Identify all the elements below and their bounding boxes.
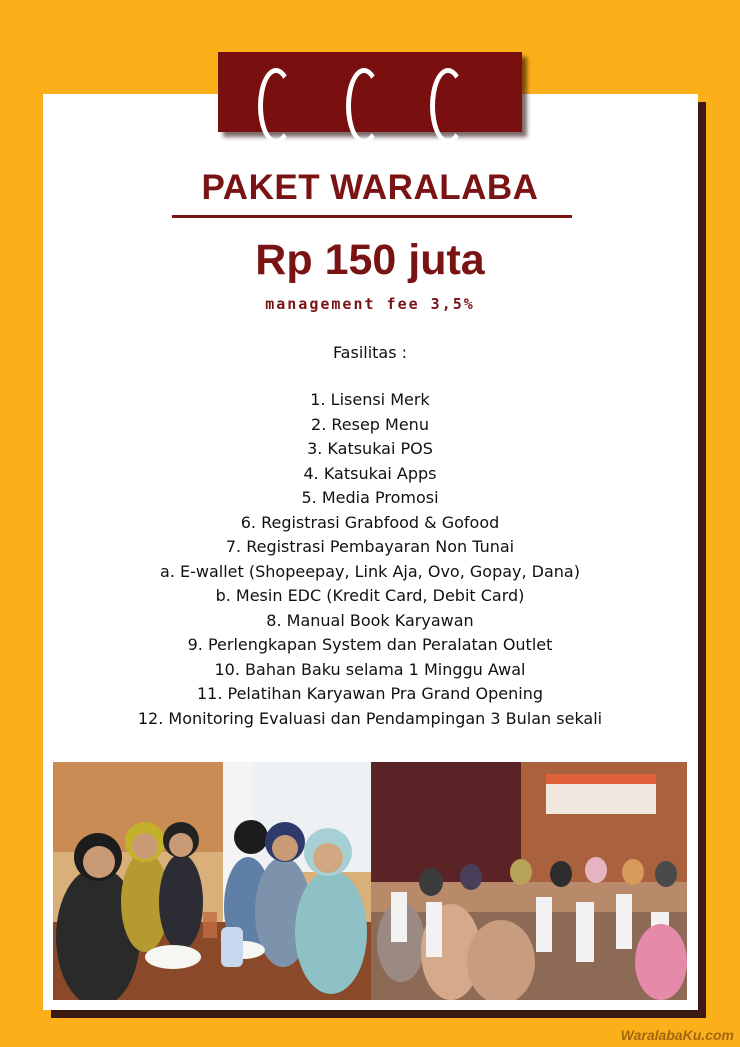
list-item: 12. Monitoring Evaluasi dan Pendampingan 3 Bulan sekali (137, 708, 603, 728)
training-photo (371, 762, 687, 1000)
list-item: 4. Katsukai Apps (303, 463, 437, 483)
list-item: 11. Pelatihan Karyawan Pra Grand Opening (196, 684, 544, 703)
list-item: 6. Registrasi Grabfood & Gofood (240, 512, 500, 532)
list-item: 2. Resep Menu (311, 414, 429, 434)
page-title: PAKET WARALABA (201, 168, 539, 207)
list-item: 7. Registrasi Pembayaran Non Tunai (225, 537, 515, 556)
list-item: 10. Bahan Baku selama 1 Minggu Awal (214, 659, 526, 679)
price: Rp 150 juta (255, 236, 485, 284)
list-item: 5. Media Promosi (301, 488, 439, 507)
binder-tab (218, 52, 522, 132)
facilities-list (60, 388, 680, 731)
list-item: b. Mesin EDC (Kredit Card, Debit Card) (215, 586, 525, 605)
binder-ring-icon (346, 68, 382, 144)
binder-ring-icon (258, 68, 294, 144)
restaurant-photo (53, 762, 371, 1000)
list-item: 8. Manual Book Karyawan (266, 610, 474, 630)
list-item: 1. Lisensi Merk (310, 390, 430, 409)
facilities-label: Fasilitas : (332, 343, 408, 362)
list-item: a. E-wallet (Shopeepay, Link Aja, Ovo, Gopay, Dana) (160, 561, 580, 581)
list-item: 9. Perlengkapan System dan Peralatan Outlet (187, 635, 553, 654)
list-item: 3. Katsukai POS (307, 439, 433, 458)
binder-ring-icon (430, 68, 466, 144)
management-fee: management fee 3,5% (265, 295, 475, 313)
title-underline (172, 215, 572, 218)
watermark-logo: WaralabaKu.com (620, 1027, 734, 1043)
